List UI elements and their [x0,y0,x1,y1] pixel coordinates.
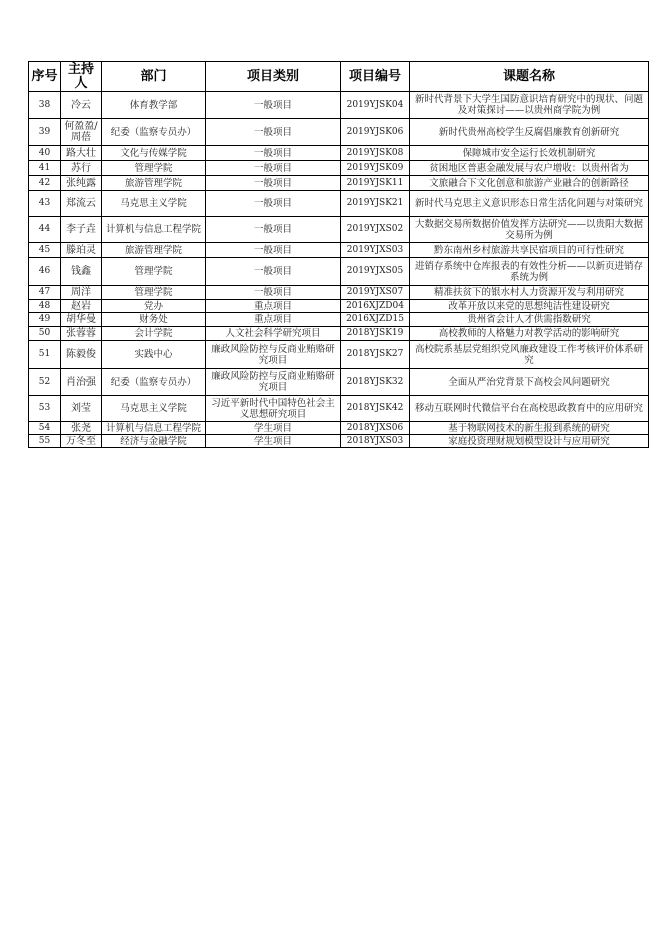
row-title: 进销存系统中仓库报表的有效性分析——以新页进销存系统为例 [410,258,649,286]
row-category: 人文社会科学研究项目 [206,327,341,341]
table-row [29,313,649,327]
row-host: 冷云 [61,92,102,119]
header-department: 部门 [102,62,206,92]
row-title: 改革开放以来党的思想纯洁性建设研究 [410,300,649,313]
row-department: 经济与金融学院 [102,435,206,448]
row-department: 管理学院 [102,258,206,286]
row-code: 2019YJXS02 [341,217,410,243]
row-title: 新时代背景下大学生国防意识培育研究中的现状、问题及对策探讨——以贵州商学院为例 [410,92,649,119]
table-row [29,300,649,313]
row-index: 51 [29,341,61,369]
row-index: 55 [29,435,61,448]
row-host: 郑流云 [61,191,102,217]
row-index: 40 [29,146,61,161]
row-code: 2019YJSK11 [341,176,410,191]
row-code: 2018YJSK32 [341,369,410,396]
table-row [29,435,649,448]
row-host: 胡华曼 [61,313,102,327]
row-department: 财务处 [102,313,206,327]
row-category: 习近平新时代中国特色社会主义思想研究项目 [206,396,341,422]
header-host: 主持人 [61,62,102,92]
row-title: 文旅融合下文化创意和旅游产业融合的创新路径 [410,176,649,191]
row-category: 一般项目 [206,286,341,300]
header-code: 项目编号 [341,62,410,92]
row-host: 苏行 [61,161,102,176]
row-code: 2019YJSK08 [341,146,410,161]
table-row [29,243,649,258]
row-department: 计算机与信息工程学院 [102,422,206,435]
row-code: 2018YJXS03 [341,435,410,448]
table-row [29,341,649,369]
row-title: 新时代贵州高校学生反腐倡廉教育创新研究 [410,119,649,146]
row-host: 赵岩 [61,300,102,313]
row-title: 保障城市安全运行长效机制研究 [410,146,649,161]
row-code: 2019YJXS07 [341,286,410,300]
table-row [29,217,649,243]
row-title: 全面从严治党背景下高校会风问题研究 [410,369,649,396]
row-host: 刘莹 [61,396,102,422]
table-row [29,146,649,161]
table-row [29,258,649,286]
row-category: 一般项目 [206,119,341,146]
row-index: 43 [29,191,61,217]
row-host: 何盈盈/周蓓 [61,119,102,146]
row-index: 48 [29,300,61,313]
row-category: 一般项目 [206,243,341,258]
row-index: 50 [29,327,61,341]
table-row [29,191,649,217]
row-department: 实践中心 [102,341,206,369]
row-index: 49 [29,313,61,327]
row-department: 旅游管理学院 [102,176,206,191]
row-title: 新时代马克思主义意识形态日常生活化问题与对策研究 [410,191,649,217]
row-category: 一般项目 [206,146,341,161]
header-category: 项目类别 [206,62,341,92]
row-host: 张尧 [61,422,102,435]
row-category: 廉政风险防控与反商业贿赂研究项目 [206,369,341,396]
row-code: 2019YJSK04 [341,92,410,119]
row-title: 家庭投资理财规划模型设计与应用研究 [410,435,649,448]
row-department: 马克思主义学院 [102,191,206,217]
row-title: 精准扶贫下的银水村人力资源开发与利用研究 [410,286,649,300]
row-host: 李子垚 [61,217,102,243]
row-code: 2016XJZD04 [341,300,410,313]
header-title: 课题名称 [410,62,649,92]
row-index: 38 [29,92,61,119]
row-host: 肖治强 [61,369,102,396]
row-host: 滕珀灵 [61,243,102,258]
row-title: 基于物联网技术的新生报到系统的研究 [410,422,649,435]
table-row [29,286,649,300]
table-row [29,327,649,341]
row-department: 管理学院 [102,286,206,300]
row-department: 文化与传媒学院 [102,146,206,161]
row-category: 一般项目 [206,161,341,176]
table-row [29,369,649,396]
row-category: 学生项目 [206,422,341,435]
row-department: 纪委（监察专员办） [102,369,206,396]
row-title: 贵州省会计人才供需指数研究 [410,313,649,327]
row-title: 移动互联网时代微信平台在高校思政教育中的应用研究 [410,396,649,422]
row-index: 47 [29,286,61,300]
row-index: 39 [29,119,61,146]
row-index: 46 [29,258,61,286]
header-row [29,62,649,92]
row-category: 一般项目 [206,217,341,243]
row-host: 路大壮 [61,146,102,161]
row-department: 会计学院 [102,327,206,341]
row-index: 44 [29,217,61,243]
table-row [29,119,649,146]
row-category: 一般项目 [206,176,341,191]
row-title: 贫困地区普惠金融发展与农户增收：以贵州省为 [410,161,649,176]
row-department: 体育教学部 [102,92,206,119]
table-row [29,161,649,176]
row-index: 54 [29,422,61,435]
row-title: 大数据交易所数据价值发挥方法研究——以贵阳大数据交易所为例 [410,217,649,243]
table-row [29,422,649,435]
row-category: 一般项目 [206,191,341,217]
row-code: 2018YJSK19 [341,327,410,341]
row-department: 计算机与信息工程学院 [102,217,206,243]
table-row [29,396,649,422]
row-category: 重点项目 [206,300,341,313]
row-department: 马克思主义学院 [102,396,206,422]
row-department: 纪委（监察专员办） [102,119,206,146]
project-table [28,61,649,448]
header-index: 序号 [29,62,61,92]
row-category: 一般项目 [206,92,341,119]
row-title: 高校教师的人格魅力对教学活动的影响研究 [410,327,649,341]
row-code: 2018YJSK42 [341,396,410,422]
row-code: 2018YJSK27 [341,341,410,369]
row-category: 学生项目 [206,435,341,448]
row-code: 2019YJSK09 [341,161,410,176]
row-category: 一般项目 [206,258,341,286]
row-index: 52 [29,369,61,396]
row-host: 张蓉蓉 [61,327,102,341]
row-code: 2019YJXS05 [341,258,410,286]
row-code: 2019YJXS03 [341,243,410,258]
row-index: 53 [29,396,61,422]
row-department: 党办 [102,300,206,313]
row-host: 陈毅俊 [61,341,102,369]
table-row [29,176,649,191]
row-category: 重点项目 [206,313,341,327]
row-host: 张纯露 [61,176,102,191]
row-title: 高校院系基层党组织党风廉政建设工作考核评价体系研究 [410,341,649,369]
row-code: 2016XJZD15 [341,313,410,327]
row-host: 周洋 [61,286,102,300]
row-index: 45 [29,243,61,258]
row-department: 旅游管理学院 [102,243,206,258]
row-code: 2018YJXS06 [341,422,410,435]
row-code: 2019YJSK21 [341,191,410,217]
row-department: 管理学院 [102,161,206,176]
row-index: 41 [29,161,61,176]
row-host: 钱鑫 [61,258,102,286]
row-category: 廉政风险防控与反商业贿赂研究项目 [206,341,341,369]
row-code: 2019YJSK06 [341,119,410,146]
table-row [29,92,649,119]
row-title: 黔东南州乡村旅游共享民宿项目的可行性研究 [410,243,649,258]
row-index: 42 [29,176,61,191]
row-host: 万冬至 [61,435,102,448]
